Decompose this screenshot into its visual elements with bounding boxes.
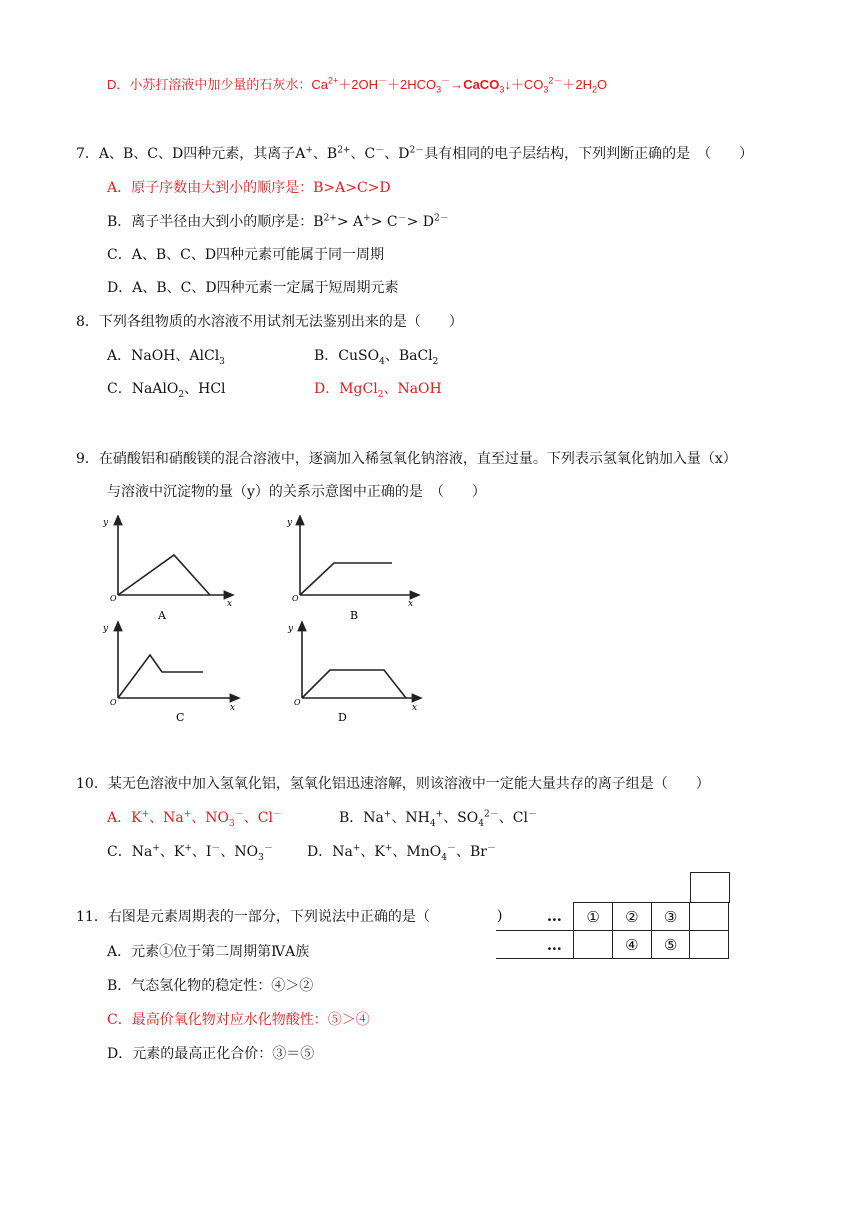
q10-option-b: B．Na+、$NH_4^+$、$SO_4^{2-}$、Cl－ bbox=[339, 809, 537, 829]
cell-1: ① bbox=[574, 903, 613, 931]
graph-a-y-label: y bbox=[103, 518, 109, 528]
cell-3: ③ bbox=[651, 903, 690, 931]
graph-b-curve bbox=[300, 563, 392, 595]
q8-option-d: D．MgCl$_2$、NaOH bbox=[314, 381, 442, 400]
graph-d-curve bbox=[302, 670, 406, 698]
q8-stem: 8．下列各组物质的水溶液不用试剂无法鉴别出来的是（ ） bbox=[76, 314, 463, 330]
q10-stem: 10．某无色溶液中加入氢氧化铝，氢氧化铝迅速溶解，则该溶液中一定能大量共存的离子组是（ ） bbox=[76, 776, 710, 792]
graph-c-y-label: y bbox=[103, 624, 109, 634]
q11-option-b: B．气态氢化物的稳定性：④＞② bbox=[107, 978, 314, 994]
periodic-table-fragment bbox=[496, 902, 729, 959]
q9-stem-line1: 9．在硝酸铝和硝酸镁的混合溶液中，逐滴加入稀氢氧化钠溶液，直至过量。下列表示氢氧化钠加入量（x） bbox=[76, 451, 737, 467]
ellipsis-cell: … bbox=[536, 903, 574, 931]
q7-option-d: D．A、B、C、D四种元素一定属于短周期元素 bbox=[107, 280, 399, 296]
q11-option-c: C．最高价氧化物对应水化物酸性：⑤＞④ bbox=[107, 1012, 370, 1028]
graph-c-label: C bbox=[176, 711, 185, 724]
q9-stem-line2: 与溶液中沉淀物的量（y）的关系示意图中正确的是 （ ） bbox=[107, 484, 486, 500]
graph-c-origin: O bbox=[110, 698, 117, 707]
q8-option-a: A．NaOH、AlCl$_3$ bbox=[107, 348, 225, 367]
q11-stem: 11．右图是元素周期表的一部分，下列说法中正确的是（ bbox=[76, 909, 430, 925]
graph-b-origin: O bbox=[292, 594, 299, 603]
graph-a-label: A bbox=[158, 609, 166, 622]
graph-d bbox=[287, 624, 418, 724]
q10-option-d: D．Na+、K+、MnO$_4$－、Br－ bbox=[307, 843, 496, 863]
q7-option-a: A．原子序数由大到小的顺序是：B>A>C>D bbox=[107, 180, 391, 196]
periodic-table-row bbox=[496, 903, 729, 931]
graph-a-origin: O bbox=[110, 594, 117, 603]
graph-c-curve bbox=[118, 655, 203, 698]
q10-option-c: C．Na+、K+、I－、$NO_3^-$ bbox=[107, 843, 273, 863]
q11-option-d: D．元素的最高正化合价：③＝⑤ bbox=[107, 1046, 315, 1062]
graph-b bbox=[286, 518, 416, 622]
periodic-table-row bbox=[496, 931, 729, 959]
graph-a bbox=[102, 518, 232, 622]
graph-b-label: B bbox=[350, 609, 359, 622]
cell-empty bbox=[690, 931, 729, 959]
graph-a-curve bbox=[118, 555, 210, 595]
q8-option-c: C．NaAlO$_2$、HCl bbox=[107, 381, 226, 400]
graph-d-label: D bbox=[338, 711, 347, 724]
q6-option-d: D．小苏打溶液中加少量的石灰水：$Ca^{2+}+2OH^-+2HCO_3^-\to CaCO_3↓+CO_3^{2-}+2H_2O$ bbox=[107, 75, 608, 95]
cell-5: ⑤ bbox=[651, 931, 690, 959]
graph-a-x-label: x bbox=[227, 599, 233, 609]
cell-2: ② bbox=[612, 903, 651, 931]
q10-option-a: A．K+、Na+、$NO_3^-$、Cl－ bbox=[107, 809, 282, 829]
graph-d-origin: O bbox=[294, 698, 301, 707]
q7-option-b: B．离子半径由大到小的顺序是：$B^{2+}> A^+> C^-> D^{2-}$ bbox=[107, 213, 449, 230]
cell-4: ④ bbox=[612, 931, 651, 959]
periodic-table-paren: ) bbox=[497, 908, 503, 924]
q7-option-c: C．A、B、C、D四种元素可能属于同一周期 bbox=[107, 247, 385, 263]
cell-empty bbox=[574, 931, 613, 959]
periodic-table-top-cell bbox=[690, 872, 730, 903]
graph-b-x-label: x bbox=[408, 599, 414, 609]
graph-c-x-label: x bbox=[230, 703, 236, 713]
graph-d-y-label: y bbox=[288, 624, 294, 634]
ellipsis-cell: … bbox=[536, 931, 574, 959]
q8-option-b: B．CuSO$_4$、BaCl$_2$ bbox=[314, 348, 439, 367]
q11-option-a: A．元素①位于第二周期第ⅣA族 bbox=[107, 944, 310, 960]
q7-stem: 7．A、B、C、D四种元素，其离子A+、$B^{2+}$、C－、$D^{2-}$具有相同的电子层结构，下列判断正确的是 （ ） bbox=[76, 145, 754, 162]
q9-graphs bbox=[100, 515, 440, 725]
cell-empty bbox=[690, 903, 729, 931]
graph-b-y-label: y bbox=[287, 518, 293, 528]
graph-c bbox=[102, 624, 236, 724]
graph-d-x-label: x bbox=[412, 703, 418, 713]
